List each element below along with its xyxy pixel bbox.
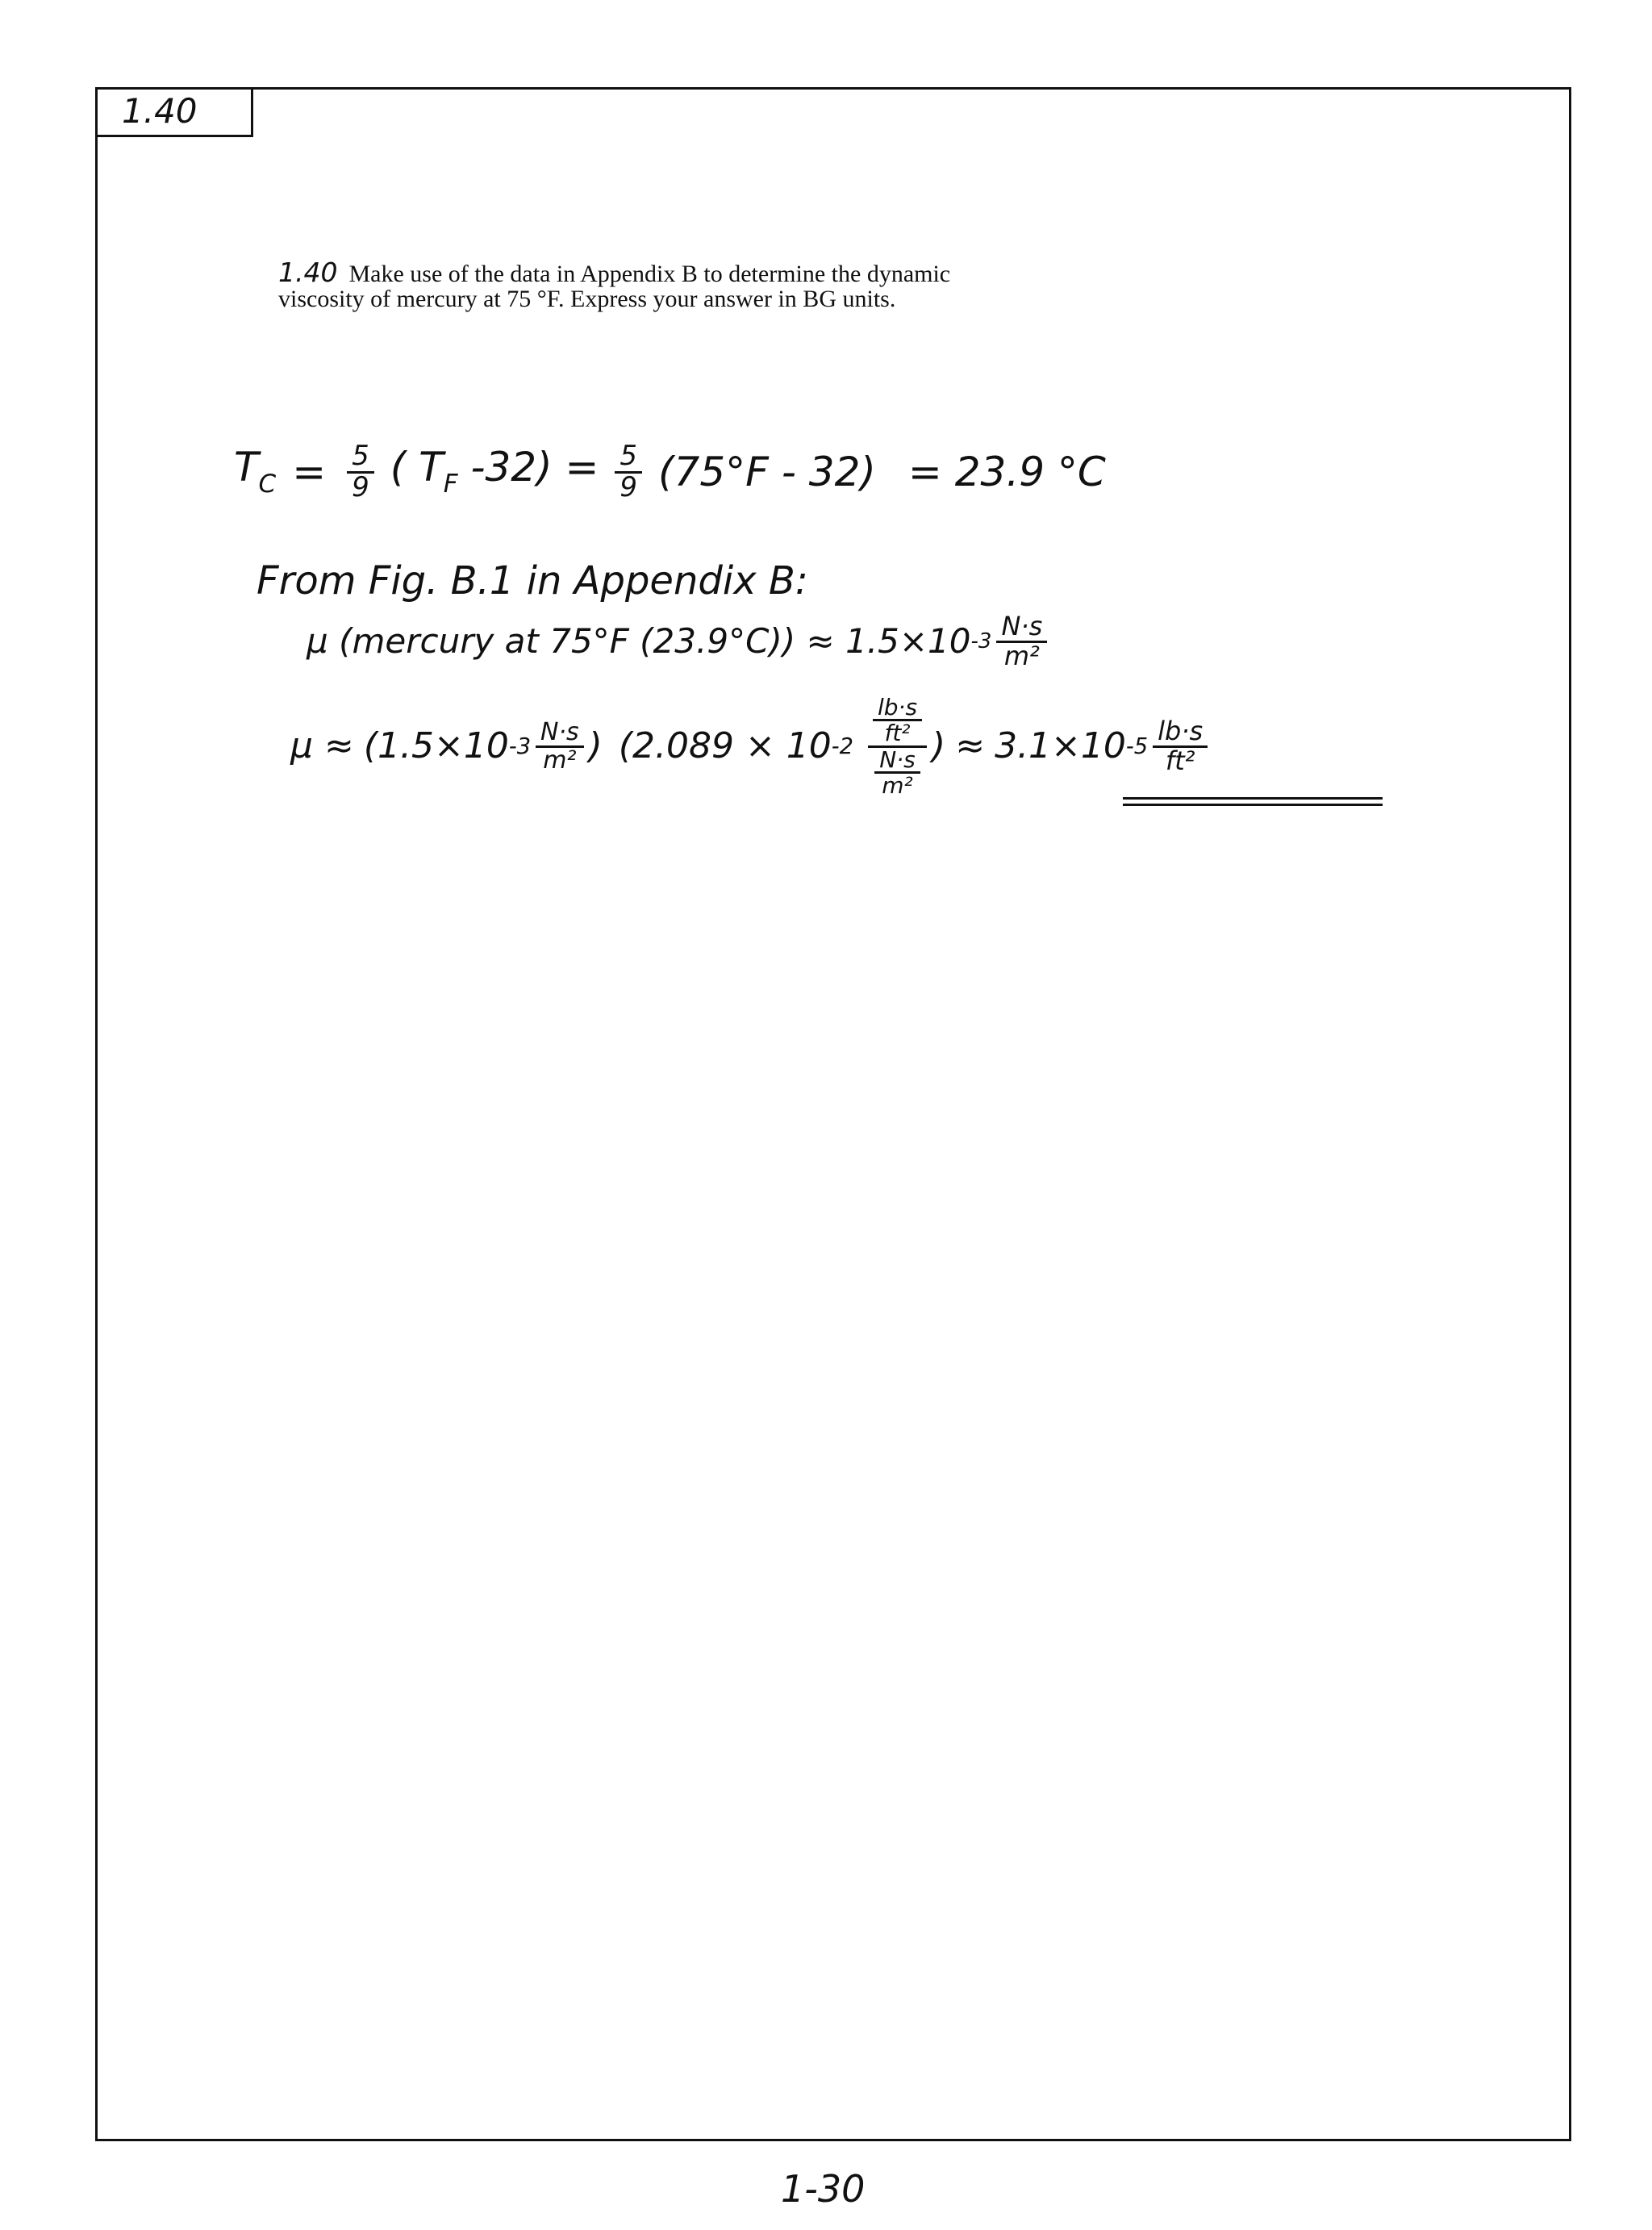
problem-tab	[95, 87, 253, 137]
unit-numerator: lb·s	[873, 695, 922, 721]
unit-si	[536, 720, 584, 773]
tc-subscript: C	[258, 470, 277, 499]
fraction-5-9-b	[615, 442, 642, 502]
fraction-numerator: 5	[615, 442, 642, 474]
mu-approx: μ ≈	[290, 725, 354, 767]
tf-expression	[390, 444, 599, 499]
viscosity-reading: μ (mercury at 75°F (23.9°C)) ≈ 1.5×10	[307, 621, 971, 662]
problem-number: 1.40	[278, 257, 338, 288]
tc-letter: T	[234, 444, 259, 491]
equals-sign: =	[292, 449, 327, 496]
problem-text: Make use of the data in Appendix B to determine the dynamic viscosity of mercury at 75 °F. Express your answer in BG units.	[278, 261, 951, 312]
conversion-close: )	[932, 725, 946, 767]
conversion-unit-top	[868, 695, 927, 748]
solution-line-3	[307, 613, 1052, 670]
conversion-unit-bottom	[870, 745, 924, 800]
conversion-factor: (2.089 × 10	[618, 725, 832, 767]
conversion-unit	[868, 695, 927, 798]
unit-denominator: ft²	[1165, 745, 1195, 776]
unit-lb-s-per-ft2	[873, 695, 922, 745]
fahrenheit-expression: (75°F - 32)	[658, 449, 876, 496]
fraction-denominator: 9	[352, 470, 369, 503]
solution-line-4	[290, 695, 1212, 798]
unit-numerator: N·s	[874, 748, 920, 774]
fraction-denominator: 9	[620, 470, 638, 503]
answer-unit	[1153, 718, 1208, 775]
answer-exponent: -5	[1125, 733, 1149, 759]
fraction-numerator: 5	[347, 442, 374, 474]
conversion-exponent: -2	[831, 733, 853, 759]
answer-value: 3.1×10	[995, 725, 1126, 767]
tf-subscript: F	[443, 470, 458, 499]
unit-denominator: ft²	[884, 720, 911, 747]
problem-statement	[278, 257, 1004, 312]
value-si: (1.5×10	[363, 725, 509, 767]
answer-double-underline	[1123, 797, 1383, 806]
fraction-5-9-a	[347, 442, 374, 502]
solution-line-1	[234, 442, 1106, 502]
unit-numerator: lb·s	[1153, 718, 1208, 748]
tf-open: ( T	[390, 444, 444, 491]
celsius-result: = 23.9 °C	[907, 449, 1106, 496]
unit-n-s-per-m2	[874, 745, 920, 800]
tf-rest: -32) =	[457, 444, 599, 491]
unit-numerator: N·s	[996, 613, 1047, 643]
value-si-exponent: -3	[508, 733, 532, 759]
page-number: 1-30	[781, 2167, 866, 2211]
solution-line-2: From Fig. B.1 in Appendix B:	[257, 558, 808, 603]
unit-numerator: N·s	[536, 720, 584, 748]
unit-n-s-per-m2	[996, 613, 1047, 670]
viscosity-exponent: -3	[970, 629, 992, 654]
problem-tab-label: 1.40	[122, 91, 198, 131]
page-frame	[95, 87, 1571, 2141]
value-si-close: )	[588, 725, 603, 767]
unit-denominator: m²	[1003, 640, 1040, 671]
unit-denominator: m²	[882, 772, 913, 800]
unit-denominator: m²	[543, 745, 577, 775]
tc-symbol	[234, 444, 277, 499]
approx-sign: ≈	[955, 725, 986, 767]
